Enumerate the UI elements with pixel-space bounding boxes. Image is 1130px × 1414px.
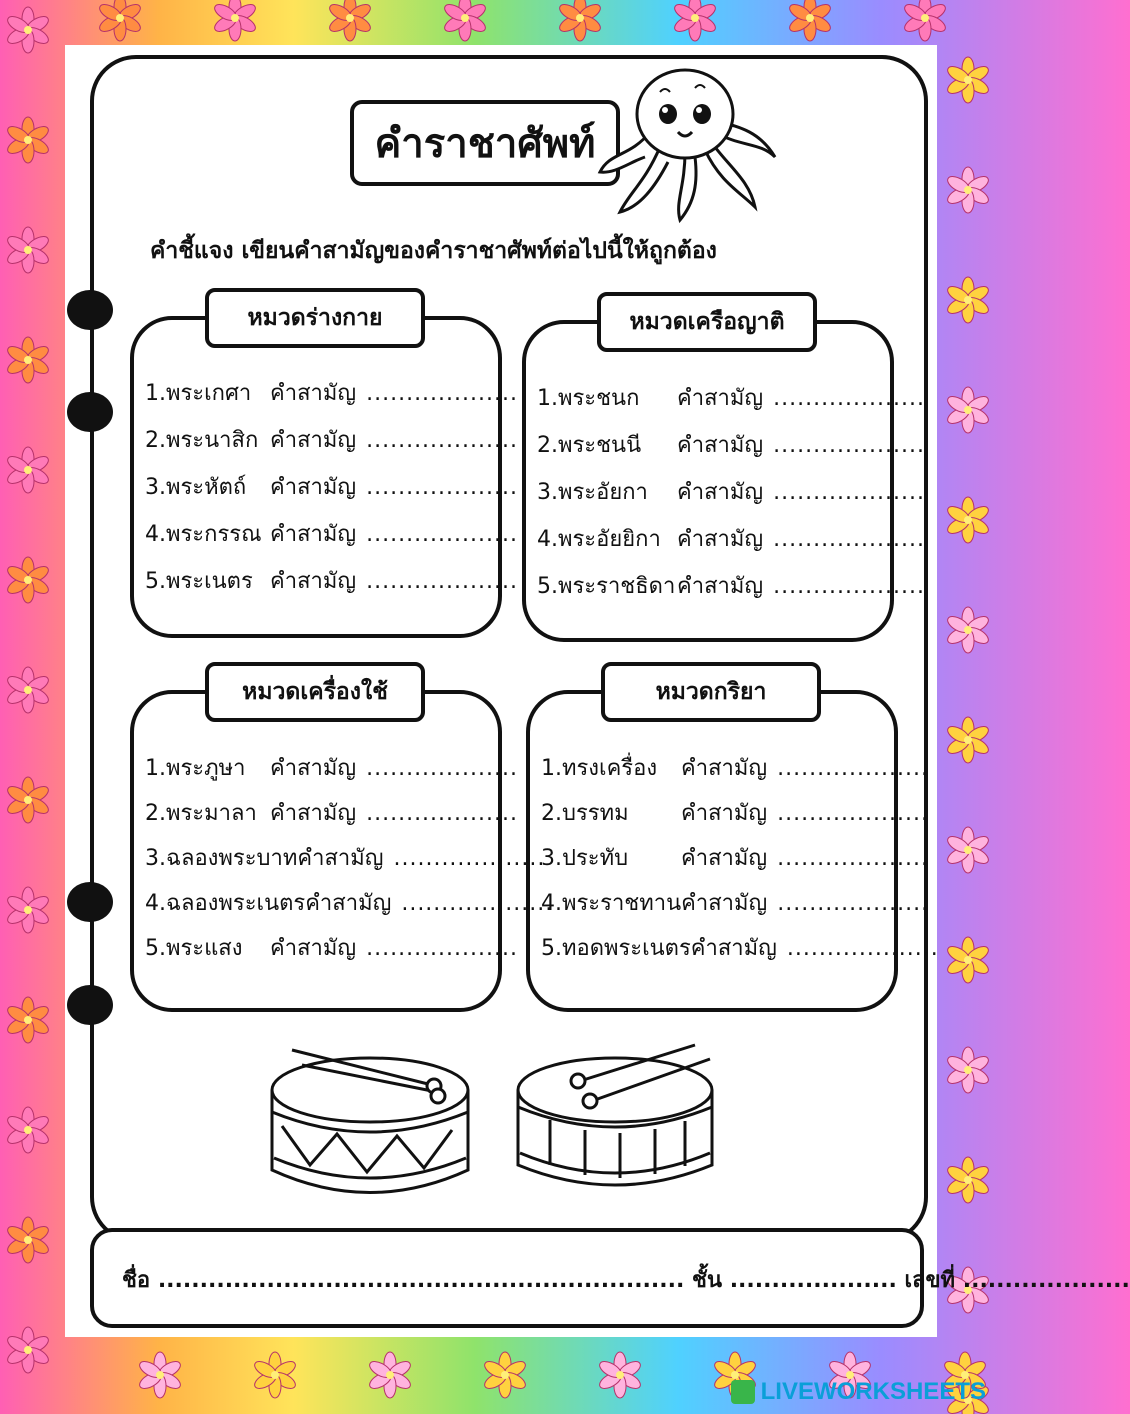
answer-field[interactable]: ................... bbox=[773, 386, 925, 411]
list-item bbox=[145, 795, 518, 830]
royal-word: 5.ทอดพระเนตร bbox=[541, 936, 691, 961]
flower-decoration bbox=[5, 227, 51, 273]
liveworksheets-icon bbox=[731, 1380, 755, 1404]
flower-decoration bbox=[945, 57, 991, 103]
answer-field[interactable]: ................... bbox=[366, 936, 518, 961]
flower-decoration bbox=[597, 1352, 643, 1398]
answer-label: คำสามัญ bbox=[270, 428, 357, 453]
drum-illustration bbox=[510, 1035, 720, 1195]
list-item bbox=[145, 469, 518, 504]
flower-decoration bbox=[5, 7, 51, 53]
flower-decoration bbox=[5, 887, 51, 933]
list-item bbox=[537, 427, 925, 462]
list-item bbox=[145, 840, 546, 875]
list-item bbox=[145, 563, 518, 598]
answer-label: คำสามัญ bbox=[270, 756, 357, 781]
answer-field[interactable]: ................... bbox=[773, 527, 925, 552]
flower-decoration bbox=[367, 1352, 413, 1398]
flower-decoration bbox=[945, 827, 991, 873]
answer-label: คำสามัญ bbox=[681, 891, 768, 916]
royal-word: 1.พระเกศา bbox=[145, 381, 252, 406]
flower-decoration bbox=[5, 1327, 51, 1373]
list-item bbox=[145, 375, 518, 410]
flower-decoration bbox=[5, 667, 51, 713]
answer-label: คำสามัญ bbox=[681, 801, 768, 826]
royal-word: 5.พระเนตร bbox=[145, 569, 253, 594]
answer-label: คำสามัญ bbox=[681, 846, 768, 871]
class-field[interactable]: .................... bbox=[729, 1268, 897, 1293]
answer-label: คำสามัญ bbox=[270, 475, 357, 500]
list-item bbox=[145, 516, 518, 551]
brand-text: LIVEWORKSHEETS bbox=[760, 1378, 986, 1405]
royal-word: 4.ฉลองพระเนตร bbox=[145, 891, 306, 916]
instruction-text: คำชี้แจง เขียนคำสามัญของคำราชาศัพท์ต่อไปนี้ให้ถูกต้อง bbox=[150, 238, 717, 264]
royal-word: 3.พระหัตถ์ bbox=[145, 475, 247, 500]
answer-label: คำสามัญ bbox=[677, 386, 764, 411]
answer-field[interactable]: ................... bbox=[366, 475, 518, 500]
list-item bbox=[145, 885, 554, 920]
royal-word: 3.ประทับ bbox=[541, 846, 629, 871]
answer-label: คำสามัญ bbox=[681, 756, 768, 781]
binder-hole bbox=[67, 290, 113, 330]
flower-decoration bbox=[97, 0, 143, 41]
drum-illustration bbox=[262, 1040, 480, 1200]
flower-decoration bbox=[945, 717, 991, 763]
flower-decoration bbox=[5, 777, 51, 823]
flower-decoration bbox=[945, 167, 991, 213]
binder-hole bbox=[67, 392, 113, 432]
answer-label: คำสามัญ bbox=[690, 936, 777, 961]
flower-decoration bbox=[945, 607, 991, 653]
list-item bbox=[537, 568, 925, 603]
student-info-bar bbox=[90, 1228, 1130, 1328]
list-item bbox=[537, 380, 925, 415]
answer-field[interactable]: ................... bbox=[773, 480, 925, 505]
answer-field[interactable]: ................... bbox=[366, 522, 518, 547]
list-item bbox=[541, 750, 929, 785]
royal-word: 4.พระราชทาน bbox=[541, 891, 682, 916]
flower-decoration bbox=[5, 557, 51, 603]
flower-decoration bbox=[557, 0, 603, 41]
answer-field[interactable]: ................... bbox=[773, 433, 925, 458]
page-title: คำราชาศัพท์ bbox=[350, 100, 620, 186]
flower-decoration bbox=[945, 937, 991, 983]
flower-decoration bbox=[5, 1217, 51, 1263]
list-item bbox=[541, 840, 929, 875]
answer-label: คำสามัญ bbox=[270, 569, 357, 594]
answer-label: คำสามัญ bbox=[677, 480, 764, 505]
list-item bbox=[145, 930, 518, 965]
answer-label: คำสามัญ bbox=[270, 381, 357, 406]
answer-label: คำสามัญ bbox=[677, 574, 764, 599]
flower-decoration bbox=[327, 0, 373, 41]
answer-label: คำสามัญ bbox=[270, 522, 357, 547]
royal-word: 4.พระกรรณ bbox=[145, 522, 262, 547]
list-item bbox=[541, 795, 929, 830]
royal-word: 5.พระราชธิดา bbox=[537, 574, 676, 599]
list-item bbox=[541, 930, 939, 965]
flower-decoration bbox=[5, 337, 51, 383]
answer-field[interactable]: ................... bbox=[786, 936, 939, 961]
royal-word: 1.ทรงเครื่อง bbox=[541, 756, 658, 781]
answer-label: คำสามัญ bbox=[305, 891, 392, 916]
royal-word: 5.พระแสง bbox=[145, 936, 243, 961]
answer-field[interactable]: ................... bbox=[366, 381, 518, 406]
flower-decoration bbox=[212, 0, 258, 41]
flower-decoration bbox=[945, 1157, 991, 1203]
answer-field[interactable]: ................... bbox=[777, 801, 929, 826]
flower-decoration bbox=[945, 497, 991, 543]
number-field[interactable]: .................... bbox=[962, 1268, 1130, 1293]
royal-word: 1.พระภูษา bbox=[145, 756, 246, 781]
flower-decoration bbox=[5, 117, 51, 163]
flower-decoration bbox=[945, 1047, 991, 1093]
name-field[interactable]: ............................................................... bbox=[157, 1268, 685, 1293]
panel-heading: หมวดเครื่องใช้ bbox=[205, 662, 425, 722]
royal-word: 3.ฉลองพระบาท bbox=[145, 846, 298, 871]
panel-heading: หมวดกริยา bbox=[601, 662, 821, 722]
answer-label: คำสามัญ bbox=[297, 846, 384, 871]
flower-decoration bbox=[5, 1107, 51, 1153]
list-item bbox=[145, 750, 518, 785]
number-label: เลขที่ bbox=[904, 1268, 956, 1293]
answer-label: คำสามัญ bbox=[270, 936, 357, 961]
flower-decoration bbox=[252, 1352, 298, 1398]
answer-field[interactable]: ................... bbox=[366, 801, 518, 826]
list-item bbox=[541, 885, 930, 920]
flower-decoration bbox=[902, 0, 948, 41]
answer-field[interactable]: ................... bbox=[366, 428, 518, 453]
answer-label: คำสามัญ bbox=[677, 433, 764, 458]
answer-field[interactable]: ................... bbox=[401, 891, 554, 916]
flower-decoration bbox=[945, 277, 991, 323]
royal-word: 3.พระอัยกา bbox=[537, 480, 648, 505]
flower-decoration bbox=[482, 1352, 528, 1398]
panel-heading: หมวดร่างกาย bbox=[205, 288, 425, 348]
answer-label: คำสามัญ bbox=[677, 527, 764, 552]
flower-decoration bbox=[5, 447, 51, 493]
answer-field[interactable]: ................... bbox=[777, 846, 929, 871]
flower-decoration bbox=[442, 0, 488, 41]
octopus-illustration bbox=[590, 62, 780, 222]
answer-field[interactable]: ................... bbox=[773, 574, 925, 599]
flower-decoration bbox=[5, 997, 51, 1043]
list-item bbox=[537, 474, 925, 509]
royal-word: 2.พระชนนี bbox=[537, 433, 642, 458]
flower-decoration bbox=[672, 0, 718, 41]
answer-field[interactable]: ................... bbox=[393, 846, 546, 871]
list-item bbox=[145, 422, 518, 457]
royal-word: 1.พระชนก bbox=[537, 386, 640, 411]
flower-decoration bbox=[945, 387, 991, 433]
answer-field[interactable]: ................... bbox=[366, 569, 518, 594]
answer-field[interactable]: ................... bbox=[366, 756, 518, 781]
name-label: ชื่อ bbox=[122, 1268, 151, 1293]
royal-word: 2.บรรทม bbox=[541, 801, 629, 826]
panel-heading: หมวดเครือญาติ bbox=[597, 292, 817, 352]
royal-word: 2.พระนาสิก bbox=[145, 428, 259, 453]
answer-field[interactable]: ................... bbox=[777, 891, 930, 916]
binder-hole bbox=[67, 985, 113, 1025]
class-label: ชั้น bbox=[692, 1268, 723, 1293]
list-item bbox=[537, 521, 925, 556]
flower-decoration bbox=[787, 0, 833, 41]
royal-word: 2.พระมาลา bbox=[145, 801, 257, 826]
royal-word: 4.พระอัยยิกา bbox=[537, 527, 661, 552]
binder-hole bbox=[67, 882, 113, 922]
answer-field[interactable]: ................... bbox=[777, 756, 929, 781]
answer-label: คำสามัญ bbox=[270, 801, 357, 826]
flower-decoration bbox=[137, 1352, 183, 1398]
liveworksheets-logo bbox=[731, 1378, 986, 1406]
